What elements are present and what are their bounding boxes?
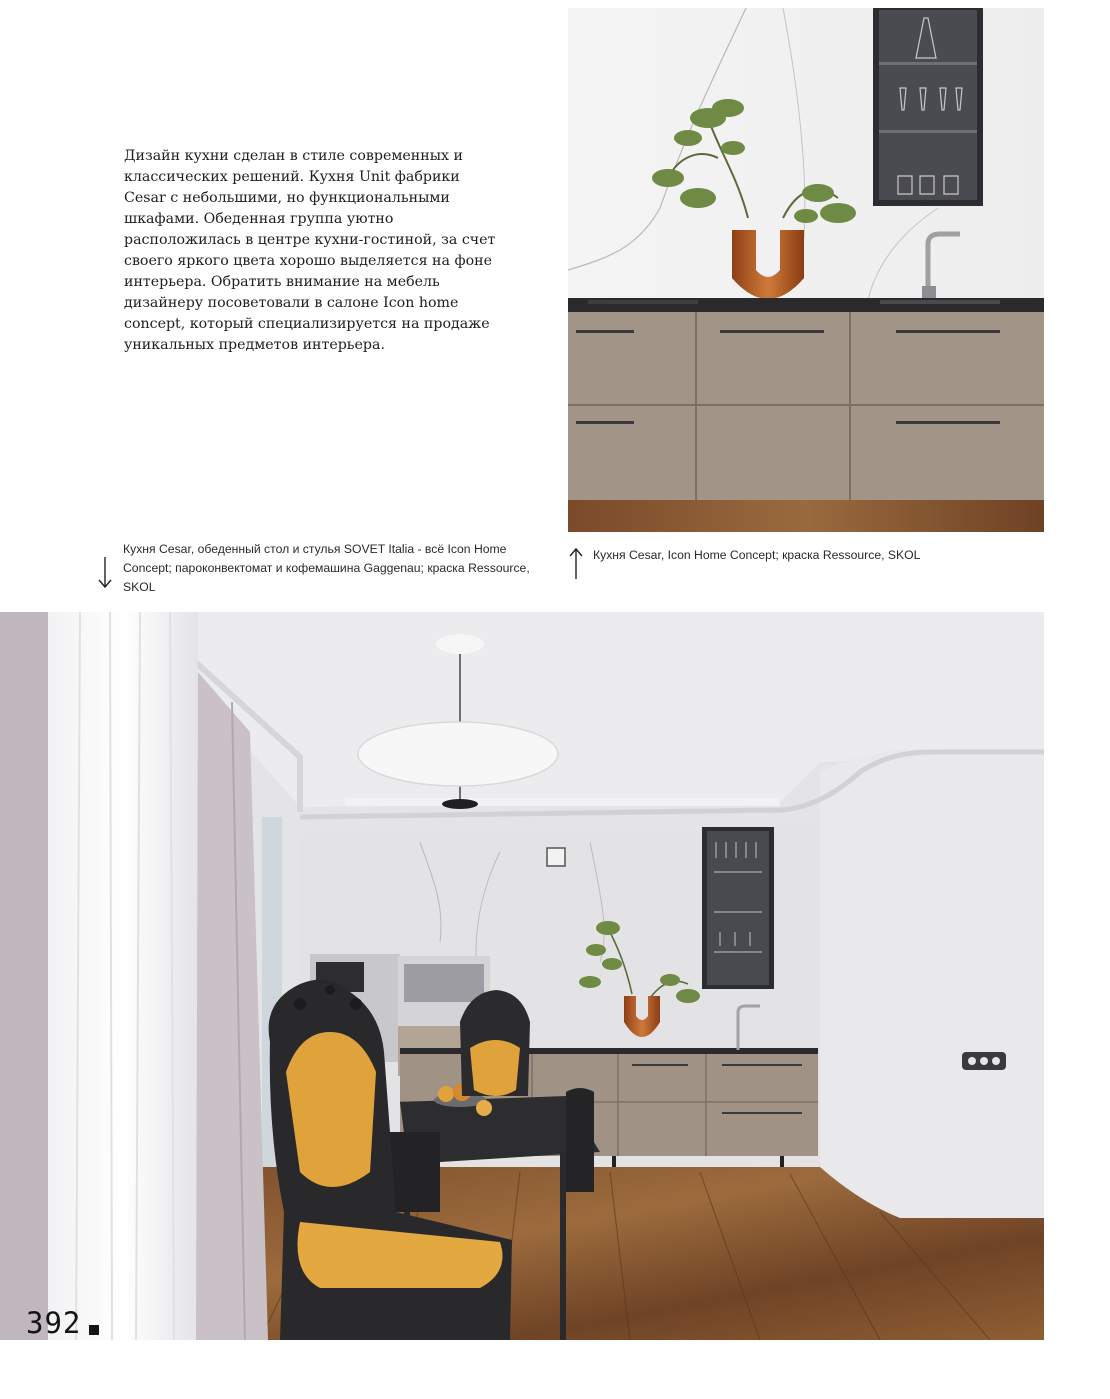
caption-left: Кухня Cesar, обеденный стол и стулья SOVET Italia - всё Icon Home Concept; пароконвектомат и кофемашина Gaggenau; краска Ressource, SKOL (123, 542, 530, 594)
kitchen-closeup-photo (568, 8, 1044, 532)
kitchen-closeup-illustration (568, 8, 1044, 532)
arrow-up-icon (569, 546, 583, 580)
dining-room-photo (0, 612, 1044, 1340)
article-body-text: Дизайн кухни сделан в стиле современных и классических решений. Кухня Unit фабрики Cesar с небольшими, но функциональными шкафами. Обеденная группа уютно расположилась в центре кухни-гостиной, за счет своего яркого цвета хорошо выделяется на фоне интерьера. Обратить внимание на мебель дизайнеру посоветовали в салоне Icon home concept, который специализируется на продаже уникальных предметов интерьера. (124, 148, 496, 353)
page-number-dot (89, 1325, 99, 1335)
caption-right: Кухня Cesar, Icon Home Concept; краска Ressource, SKOL (593, 548, 921, 562)
dining-room-illustration (0, 612, 1044, 1340)
page-number: 392 (26, 1306, 82, 1340)
arrow-down-icon (98, 556, 112, 590)
